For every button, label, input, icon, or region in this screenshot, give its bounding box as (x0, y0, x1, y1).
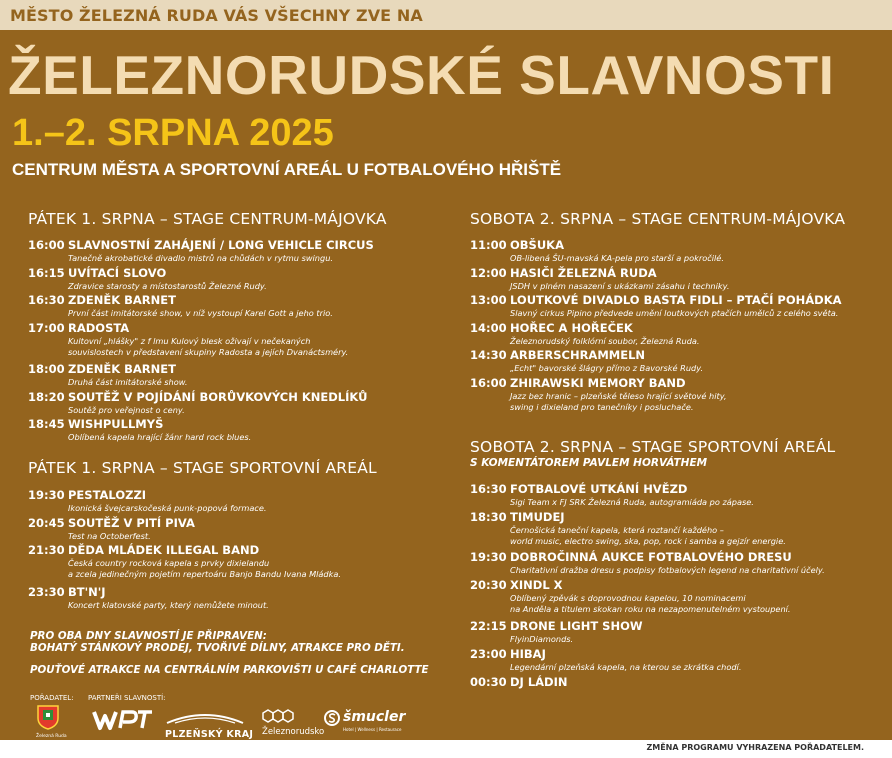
event-time: 16:00 (470, 376, 507, 390)
event-time: 00:30 (470, 675, 507, 689)
event-description: Tanečně akrobatické divadlo mistrů na chůdách v rytmu swingu. (68, 253, 333, 263)
smucler-s-icon (324, 710, 340, 726)
event-time: 18:00 (28, 362, 65, 376)
event-time: 19:30 (470, 550, 507, 564)
partner-logo-zeleznorudsko (262, 708, 324, 737)
note-line-3: POUŤOVÉ ATRAKCE NA CENTRÁLNÍM PARKOVIŠTI U CAFÉ CHARLOTTE (30, 664, 429, 676)
event-name: OBŠUKA (510, 238, 564, 252)
event-description: Oblíbená kapela hrající žánr hard rock blues. (68, 432, 252, 442)
event-time: 19:30 (28, 488, 65, 502)
event-description: Soutěž pro veřejnost o ceny. (68, 405, 185, 415)
event-description: OB-libená ŠU-mavská KA-pela pro starší a pokročilé. (510, 253, 724, 263)
event-description: Koncert klatovské party, který nemůžete minout. (68, 600, 269, 610)
event-name: BT'N'J (68, 585, 106, 599)
event-description: Zdravice starosty a místostarostů Železné Rudy. (68, 281, 267, 291)
zeleznorudsko-hexagon-icon (262, 709, 298, 723)
event-description: Test na Octoberfest. (68, 531, 151, 541)
section-heading-fri-sport: PÁTEK 1. SRPNA – STAGE SPORTOVNÍ AREÁL (28, 459, 377, 477)
event-name: DJ LÁDIN (510, 675, 568, 689)
invite-text: MĚSTO ŽELEZNÁ RUDA VÁS VŠECHNY ZVE NA (10, 6, 423, 25)
event-time: 20:45 (28, 516, 65, 530)
event-description: Oblíbený zpěvák s doprovodnou kapelou, 10 nominacemi na Anděla a titulem skokan roku na nezapomenutelném vystoupení. (510, 593, 791, 614)
event-time: 23:00 (470, 647, 507, 661)
event-name: SOUTĚŽ V PITÍ PIVA (68, 516, 195, 530)
section-subheading-sat-sport: S KOMENTÁTOREM PAVLEM HORVÁTHEM (470, 457, 708, 469)
note-line-1: PRO OBA DNY SLAVNOSTÍ JE PŘIPRAVEN: (30, 630, 267, 642)
event-name: WISHPULLMYŠ (68, 417, 164, 431)
event-description: Legendární plzeňská kapela, na kterou se zkrátka chodí. (510, 662, 742, 672)
festival-venue: CENTRUM MĚSTA A SPORTOVNÍ AREÁL U FOTBALOVÉHO HŘIŠTĚ (12, 160, 562, 179)
festival-dates: 1.–2. SRPNA 2025 (12, 112, 334, 154)
smucler-tagline: Hotel | Wellness | Restaurace (343, 727, 402, 732)
organizer-logo (36, 704, 67, 739)
event-name: HASIČI ŽELEZNÁ RUDA (510, 266, 657, 280)
zeleznorudsko-text: Železnorudsko (262, 727, 325, 737)
event-time: 14:00 (470, 321, 507, 335)
event-name: RADOSTA (68, 321, 130, 335)
event-time: 17:00 (28, 321, 65, 335)
plzensky-kraj-arc-icon (165, 711, 245, 725)
section-heading-sat-centrum: SOBOTA 2. SRPNA – STAGE CENTRUM-MÁJOVKA (470, 210, 846, 228)
event-name: DĚDA MLÁDEK ILLEGAL BAND (68, 543, 260, 557)
event-description: Slavný cirkus Pipino předvede umění loutkových ptačích umělců z celého světa. (510, 308, 839, 318)
event-name: UVÍTACÍ SLOVO (68, 266, 167, 280)
event-time: 14:30 (470, 348, 507, 362)
coat-of-arms-icon (36, 704, 60, 730)
note-line-2: BOHATÝ STÁNKOVÝ PRODEJ, TVOŘIVÉ DÍLNY, ATRAKCE PRO DĚTI. (30, 642, 405, 654)
event-time: 18:20 (28, 390, 65, 404)
event-description: Sigi Team x FJ SRK Železná Ruda, autogramiáda po zápase. (510, 497, 754, 507)
event-description: Železnorudský folklórní soubor, Železná Ruda. (510, 336, 700, 346)
event-name: TIMUDEJ (510, 510, 565, 524)
event-description: Česká country rocková kapela s prvky dixielandu a zcela jedinečným pojetím repertoáru Banjo Bandu Ivana Mládka. (68, 558, 341, 579)
event-description: Černošická taneční kapela, která roztančí každého – world music, electro swing, ska, pop, rock i samba a gejzír energie. (510, 525, 786, 546)
festival-title: ŽELEZNORUDSKÉ SLAVNOSTI (8, 44, 835, 106)
event-description: FlyinDiamonds. (510, 634, 574, 644)
event-time: 22:15 (470, 619, 507, 633)
plzensky-kraj-text: PLZEŇSKÝ KRAJ (165, 729, 254, 740)
event-description: Charitativní dražba dresu s podpisy fotbalových legend na charitativní účely. (510, 565, 825, 575)
event-time: 16:00 (28, 238, 65, 252)
event-time: 20:30 (470, 578, 507, 592)
partners-label: PARTNEŘI SLAVNOSTÍ: (88, 694, 166, 702)
event-name: ZHIRAWSKI MEMORY BAND (510, 376, 686, 390)
event-time: 16:30 (28, 293, 65, 307)
partner-logo-wpt (92, 708, 154, 736)
event-name: XINDL X (510, 578, 563, 592)
event-name: DRONE LIGHT SHOW (510, 619, 643, 633)
partner-logo-plzensky-kraj (165, 710, 253, 740)
event-description: Jazz bez hranic – plzeňské těleso hrající světové hity, swing i dixieland pro tanečníky i posluchače. (510, 391, 727, 412)
event-time: 21:30 (28, 543, 65, 557)
event-description: Druhá část imitátorské show. (68, 377, 188, 387)
event-description: První část imitátorské show, v níž vystoupí Karel Gott a jeho trio. (68, 308, 333, 318)
event-name: ZDENĚK BARNET (68, 293, 176, 307)
event-time: 16:15 (28, 266, 65, 280)
event-description: „Echt" bavorské šlágry přímo z Bavorské Rudy. (510, 363, 704, 373)
event-name: LOUTKOVÉ DIVADLO BASTA FIDLI – PTAČÍ POHÁDKA (510, 293, 842, 307)
event-name: SLAVNOSTNÍ ZAHÁJENÍ / LONG VEHICLE CIRCUS (68, 238, 374, 252)
event-name: ZDENĚK BARNET (68, 362, 176, 376)
event-name: DOBROČINNÁ AUKCE FOTBALOVÉHO DRESU (510, 550, 792, 564)
event-time: 13:00 (470, 293, 507, 307)
event-name: HOŘEC A HOŘEČEK (510, 321, 633, 335)
footer-note: ZMĚNA PROGRAMU VYHRAZENA POŘADATELEM. (646, 743, 864, 752)
event-time: 11:00 (470, 238, 507, 252)
section-heading-fri-centrum: PÁTEK 1. SRPNA – STAGE CENTRUM-MÁJOVKA (28, 210, 387, 228)
event-name: HIBAJ (510, 647, 546, 661)
event-time: 16:30 (470, 482, 507, 496)
event-description: Ikonická švejcarskočeská punk-popová formace. (68, 503, 267, 513)
event-time: 18:30 (470, 510, 507, 524)
event-name: SOUTĚŽ V POJÍDÁNÍ BORŮVKOVÝCH KNEDLÍKŮ (68, 390, 368, 404)
event-name: PESTALOZZI (68, 488, 147, 502)
organizer-label: POŘADATEL: (30, 694, 74, 702)
event-time: 18:45 (28, 417, 65, 431)
invite-band (0, 0, 892, 30)
event-description: Kultovní „hlášky" z f lmu Kulový blesk oživají v nečekaných souvislostech v představení skupiny Radosta a jejích Dvanáctsméry. (68, 336, 349, 357)
wpt-logo-icon (92, 708, 154, 732)
event-time: 23:30 (28, 585, 65, 599)
event-description: JSDH v plném nasazení s ukázkami zásahu i techniky. (510, 281, 730, 291)
event-time: 12:00 (470, 266, 507, 280)
section-heading-sat-sport: SOBOTA 2. SRPNA – STAGE SPORTOVNÍ AREÁL (470, 438, 836, 456)
event-name: FOTBALOVÉ UTKÁNÍ HVĚZD (510, 482, 688, 496)
smucler-text: šmucler (343, 709, 406, 725)
event-name: ARBERSCHRAMMELN (510, 348, 646, 362)
organizer-name: Železná Ruda (36, 734, 67, 739)
